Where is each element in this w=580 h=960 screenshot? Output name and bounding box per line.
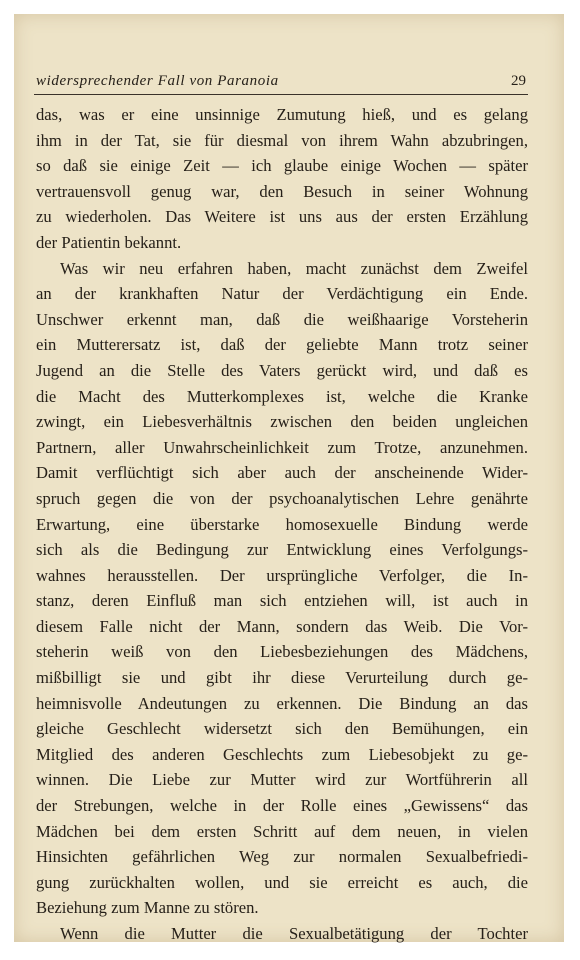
text-line: Mädchen bei dem ersten Schritt auf dem neuen, in vielen xyxy=(36,821,528,841)
text-line: Hinsichten gefährlichen Weg zur normalen Sexualbefriedi- xyxy=(36,847,528,867)
text-line: ein Mutterersatz ist, daß der geliebte Mann trotz seiner xyxy=(36,335,528,355)
text-line: winnen. Die Liebe zur Mutter wird zur Wortführerin all xyxy=(36,770,528,790)
text-line: zwingt, ein Liebesverhältnis zwischen den beiden ungleichen xyxy=(36,412,528,432)
text-line: der Strebungen, welche in der Rolle eines „Gewissens“ das xyxy=(36,796,528,816)
paragraph xyxy=(36,256,528,921)
text-line: Mitglied des anderen Geschlechts zum Liebesobjekt zu ge- xyxy=(36,744,528,764)
text-line: das, was er eine unsinnige Zumutung hieß, und es gelang xyxy=(36,105,528,124)
paragraph xyxy=(36,102,528,256)
book-page xyxy=(14,14,564,942)
running-title: widersprechender Fall von Paranoia xyxy=(36,73,279,89)
text-line: heimnisvolle Andeutungen zu erkennen. Die Bindung an das xyxy=(36,693,528,713)
text-line: Jugend an die Stelle des Vaters gerückt wird, und daß es xyxy=(36,360,528,380)
text-line: Damit verflüchtigt sich aber auch der anscheinende Wider- xyxy=(36,463,528,483)
text-line: an der krankhaften Natur der Verdächtigung ein Ende. xyxy=(36,284,528,304)
text-line: Beziehung zum Manne zu stören. xyxy=(36,898,259,918)
text-line: ihm in der Tat, sie für diesmal von ihrem Wahn abzubringen, xyxy=(36,130,528,150)
page-number: 29 xyxy=(511,73,526,89)
text-line: Wenn die Mutter die Sexualbetätigung der Tochter xyxy=(60,924,528,943)
text-line: zu wiederholen. Das Weitere ist uns aus der ersten Erzählung xyxy=(36,207,528,227)
text-line: stanz, deren Einfluß man sich entziehen will, ist auch in xyxy=(36,591,528,611)
text-line: wahnes herausstellen. Der ursprüngliche Verfolger, die In- xyxy=(36,565,528,585)
text-line: Partnern, aller Unwahrscheinlichkeit zum Trotze, anzunehmen. xyxy=(36,437,528,457)
text-line: der Patientin bekannt. xyxy=(36,232,182,252)
text-line: sich als die Bedingung zur Entwicklung eines Verfolgungs- xyxy=(36,540,528,560)
text-line: die Macht des Mutterkomplexes ist, welche die Kranke xyxy=(36,386,528,406)
text-line: Was wir neu erfahren haben, macht zunächst dem Zweifel xyxy=(60,258,528,278)
text-line: diesem Falle nicht der Mann, sondern das Weib. Die Vor- xyxy=(36,616,528,636)
text-line: mißbilligt sie und gibt ihr diese Verurteilung durch ge- xyxy=(36,668,528,688)
body-text xyxy=(36,102,528,947)
text-line: Erwartung, eine überstarke homosexuelle Bindung werde xyxy=(36,514,528,534)
text-line: Unschwer erkennt man, daß die weißhaarige Vorsteherin xyxy=(36,309,528,329)
text-line: vertrauensvoll genug war, den Besuch in seiner Wohnung xyxy=(36,181,528,201)
page-header xyxy=(34,70,528,95)
text-line: gleiche Geschlecht widersetzt sich den Bemühungen, ein xyxy=(36,719,528,739)
text-line: steherin weiß von den Liebesbeziehungen des Mädchens, xyxy=(36,642,528,662)
text-line: gung zurückhalten wollen, und sie erreicht es auch, die xyxy=(36,872,528,892)
text-line: so daß sie einige Zeit — ich glaube einige Wochen — später xyxy=(36,156,528,176)
text-line: spruch gegen die von der psychoanalytischen Lehre genährte xyxy=(36,488,528,508)
paragraph xyxy=(36,921,528,947)
